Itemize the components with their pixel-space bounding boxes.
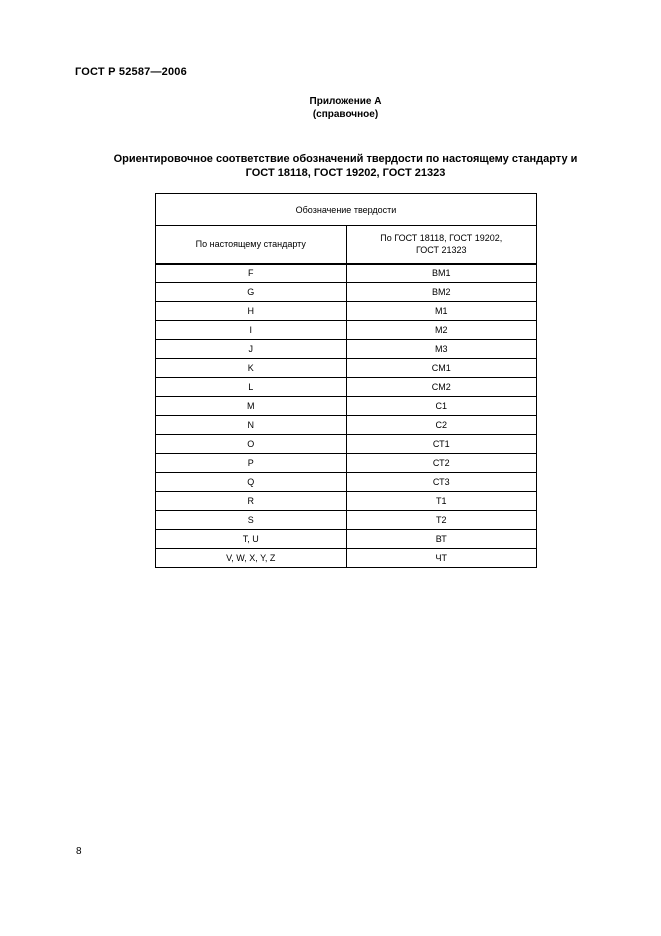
cell-gost: СМ1 — [346, 359, 537, 378]
cell-gost: Т1 — [346, 492, 537, 511]
table-row — [156, 473, 537, 492]
cell-standard: L — [156, 378, 347, 397]
page-number: 8 — [76, 846, 82, 857]
table-row — [156, 416, 537, 435]
cell-standard: F — [156, 264, 347, 283]
cell-gost: М2 — [346, 321, 537, 340]
cell-gost: СМ2 — [346, 378, 537, 397]
table-title-line2: ГОСТ 18118, ГОСТ 19202, ГОСТ 21323 — [245, 167, 446, 179]
column-header-gost-line2: ГОСТ 21323 — [415, 245, 467, 256]
appendix-subtitle: (справочное) — [312, 109, 379, 120]
cell-gost: ВТ — [346, 530, 537, 549]
cell-standard: V, W, X, Y, Z — [156, 549, 347, 568]
cell-gost: СТ2 — [346, 454, 537, 473]
table-row — [156, 283, 537, 302]
table-row — [156, 321, 537, 340]
cell-standard: O — [156, 435, 347, 454]
table-row — [156, 264, 537, 283]
table-title-line1: Ориентировочное соответствие обозначений твердости по настоящему стандарту и — [113, 153, 578, 165]
cell-gost: С1 — [346, 397, 537, 416]
table-row — [156, 359, 537, 378]
table-row — [156, 378, 537, 397]
cell-standard: T, U — [156, 530, 347, 549]
doc-number: ГОСТ Р 52587—2006 — [75, 66, 187, 78]
cell-gost: ВМ2 — [346, 283, 537, 302]
cell-gost: Т2 — [346, 511, 537, 530]
cell-standard: S — [156, 511, 347, 530]
appendix-heading — [30, 95, 661, 121]
cell-standard: M — [156, 397, 347, 416]
cell-standard: I — [156, 321, 347, 340]
table-row — [156, 549, 537, 568]
table-caption: Обозначение твердости — [156, 194, 537, 226]
table-row — [156, 454, 537, 473]
cell-gost: С2 — [346, 416, 537, 435]
cell-standard: G — [156, 283, 347, 302]
column-header-gost-line1: По ГОСТ 18118, ГОСТ 19202, — [380, 233, 503, 244]
hardness-table — [155, 193, 537, 568]
table-row — [156, 340, 537, 359]
cell-standard: J — [156, 340, 347, 359]
column-header-gost — [346, 226, 537, 264]
cell-standard: K — [156, 359, 347, 378]
cell-gost: СТ1 — [346, 435, 537, 454]
cell-gost: ЧТ — [346, 549, 537, 568]
table-row — [156, 302, 537, 321]
column-header-standard: По настоящему стандарту — [156, 226, 347, 264]
cell-gost: ВМ1 — [346, 264, 537, 283]
table-caption-row — [156, 194, 537, 226]
appendix-title: Приложение А — [309, 96, 382, 107]
cell-standard: H — [156, 302, 347, 321]
table-row — [156, 530, 537, 549]
table-row — [156, 511, 537, 530]
cell-gost: М1 — [346, 302, 537, 321]
cell-gost: СТ3 — [346, 473, 537, 492]
table-row — [156, 435, 537, 454]
table-header-row — [156, 226, 537, 264]
table-title — [30, 152, 661, 180]
cell-standard: R — [156, 492, 347, 511]
table-row — [156, 492, 537, 511]
cell-standard: P — [156, 454, 347, 473]
cell-gost: М3 — [346, 340, 537, 359]
table-row — [156, 397, 537, 416]
cell-standard: N — [156, 416, 347, 435]
cell-standard: Q — [156, 473, 347, 492]
